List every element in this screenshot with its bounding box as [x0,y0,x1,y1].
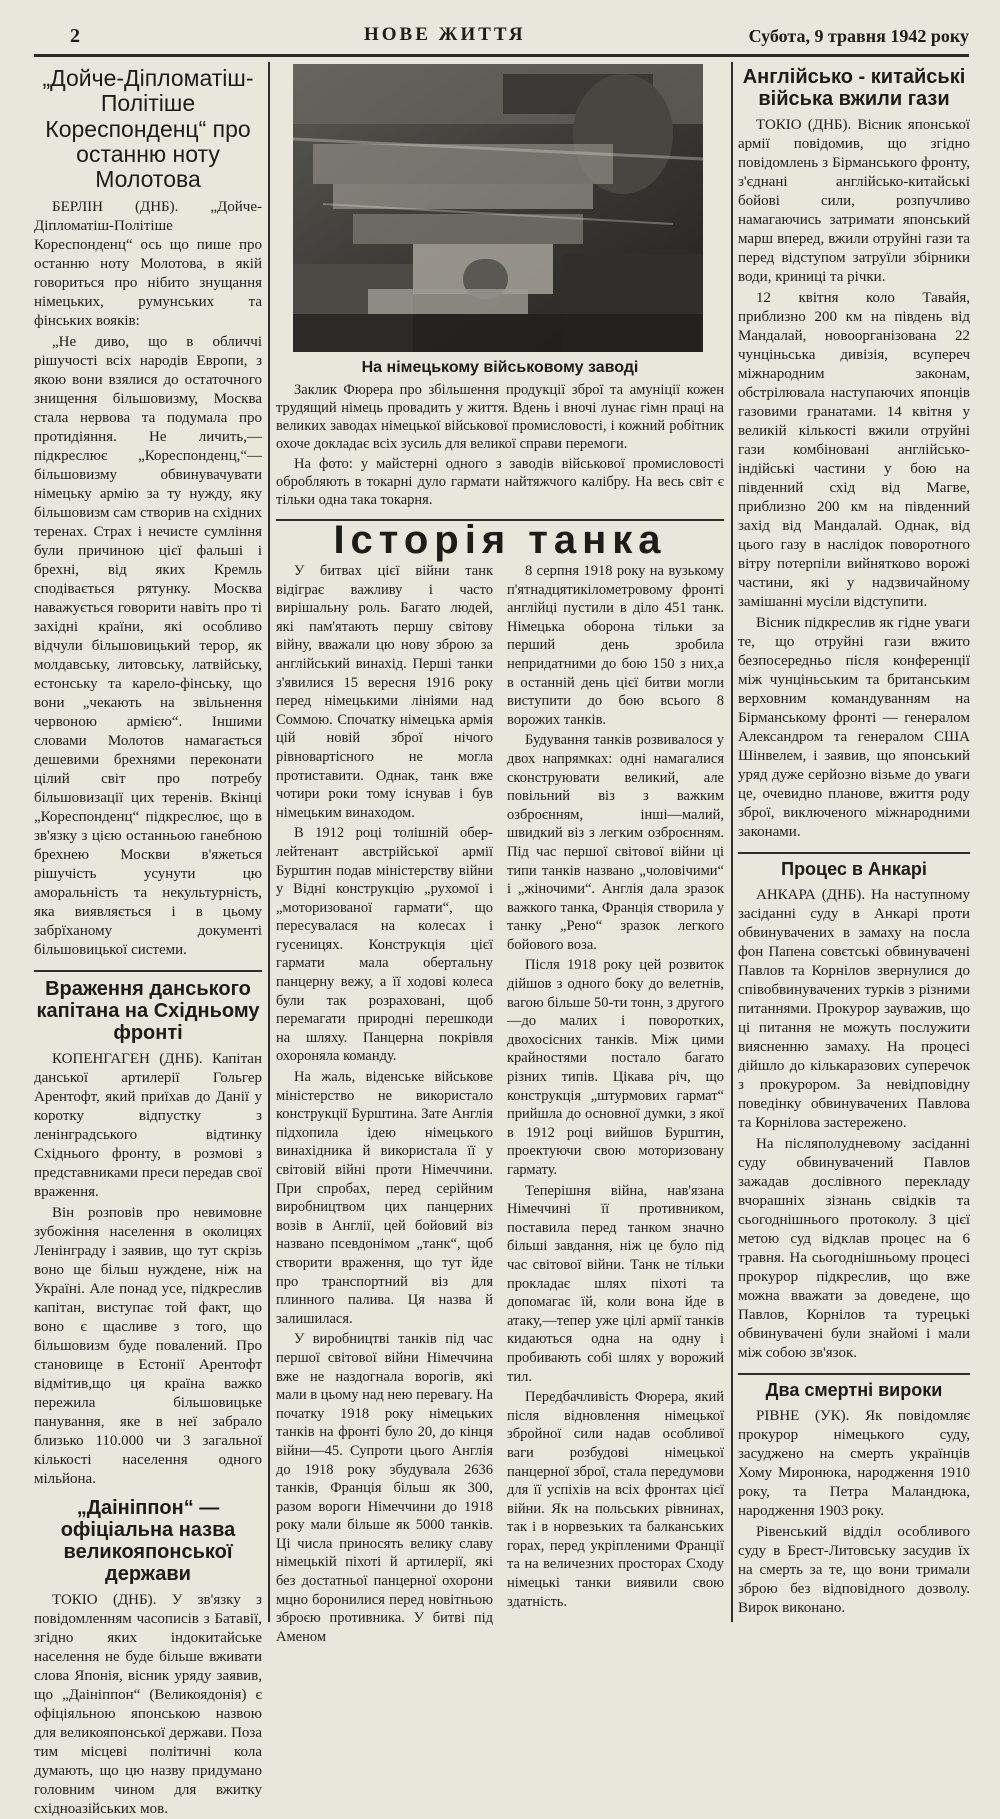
paragraph: 8 серпня 1918 року на вузькому п'ятнадцятикілометровому фронті англійці пустили в діло 451 танк. Німецька оборона тільки за перший день зробила непридатними до бою 150 з них,а в останній день цієї битви могли виступити до бою всього 8 ворожих танків. [507,563,724,728]
paragraph: На жаль, віденське військове міністерство не використало конструкції Бурштина. Зате Англія підхопила ідею німецького винахідника й використала її у світовій війні проти Німеччини. При спробах, перед серійним виробництвом цих панцерних возів в Англії, цей бойовий віз названо псевдонімом „танк“, щоб створити враження, що тут йде про транспортний віз для плинного палива. Ця назва й залишилася. [276,1069,493,1327]
paragraph: Теперішня війна, нав'язана Німеччині її противником, поставила перед танком значно більші завдання, ніж це було під час світової війни. Танк не тільки прокладає шлях піхоті та допомагає їй, коли вона йде в атаку,—тепер уже цілі армії танків кидаються одна на одну і пробивають собі шлях у ворожий тил. [507,1182,724,1385]
left-column [34,62,262,1818]
paragraph: Після 1918 року цей розвиток дійшов з одного боку до велетнів, вагою більше 50-ти тонн, з другого—до малих і поворотких, двохосісних танків. Між цими крайностями постало багато різних типів. Цікава річ, що конструкція „штурмових гармат“ прийшла до основної думки, з якої в 1912 році вийшов Бурштин, проектуючи свою моторизовану гармату. [507,957,724,1178]
article-headline: Два смертні вироки [765,1379,943,1400]
photo-title: На німецькому військовому заводі [361,359,639,376]
article-body [34,1591,262,1819]
article-body [34,198,262,960]
photo-caption [276,381,724,509]
article-headline: Процес в Анкарі [781,859,927,879]
tank-article-body [276,562,724,1645]
tank-subcolumn-right [507,562,724,1610]
article-body [738,116,970,842]
center-column [276,62,724,1645]
paragraph: ТОКІО (ДНБ). Вісник японської армії повідомив, що згідно повідомлень з Бірманського фронту, з'єднані англійсько-китайські бойові сили, розпучливо намагаючись затримати японський марш вперед, вжили отруйні гази та перед відступом затруїли збірники води, криниці та річки. [738,117,970,285]
article-body [738,886,970,1363]
paragraph: 12 квітня коло Тавайя, приблизно 200 км на південь від Мандалай, новоорганізована 22 чунціньська дивізія, всупереч міжнародним законам, обстрілювала наступаючих японців газовими гранатами. 14 квітня у великій кількості вжили отруйні гази комбіновані англійсько-індійські частини у бою на південний схід від Магве, приблизно 200 км на південний захід від Мандалай. Однак, від цього газу в наслідок поворотного вітру потерпіли вийнятково ворожі частини, які у надзвичайному замішанні мусіли відступити. [738,290,970,610]
tank-article-headline: Історія танка [333,518,667,562]
paragraph: Передбачливість Фюрера, який після відновлення німецької збройної сили надав особливої ваги розбудові німецької панцерної зброї, стала передумови для її успіхів на всіх фронтах цієї війни. Як на польських рівнинах, так і в норвезьких та балканських горах, перед укріпленими Франції та на величезних просторах Сходу німецькі танки виявили свою здатність. [507,1389,724,1610]
article-headline: Англійсько - китайські війська вжили гази [742,66,966,110]
caption-note: На фото: у майстерні одного з заводів військової промисловості обробляють в токарні дуло гармати найтяжчого калібру. На весь світ є тільки одна така токарня. [276,456,724,508]
column-rule-left [268,62,270,1622]
article-headline: „Даініппон“ — офіціальна назва великояпонської держави [60,1497,236,1586]
paragraph: Рівенський відділ особливого суду в Брест-Литовську засудив їх на смерть за те, що вони тримали зброю без відповідного дозволу. Вирок виконано. [738,1523,970,1616]
article-headline: „Дойче-Діпломатіш-Політіше Кореспонденц“ про останню ноту Молотова [42,65,254,193]
column-rule-right [731,62,733,1622]
paragraph: В 1912 році толішній обер-лейтенант австрійської армії Бурштин подав міністерству війни у Відні конструкцію „рухомої і „моторизованої гармати“, що пересувалася на колесах і гусеницях. Конструкція цієї гармати мала обертальну панцерну вежу, а її ходові колеса були так розраховані, щоб перемагати природні перешкоди на шляху. Панцерна покрівля охороняла команду. [276,825,493,1065]
page-number: 2 [70,25,80,47]
newspaper-title: НОВЕ ЖИТТЯ [364,24,526,45]
right-column [738,62,970,1622]
paragraph: КОПЕНГАГЕН (ДНБ). Капітан данської артилерії Гольгер Арентофт, який приїхав до Данії у коротку відпустку з ленінградського відтинку Східнього фронту, в розмові з представниками преси передав свої враження. [34,1051,262,1201]
paragraph: Вісник підкреслив як гідне уваги те, що отруйні гази вжито безпосередньо після конференції між чунціньським та британським верховним командуванням на Бірманському фронті — генералом Александром та генералом США Шінвелем, і заявив, що японський уряд дуже серйозно візьме до уваги це, очевидно планове, вжиття роду зброї, виключеного міжнародними законами. [738,615,970,840]
paragraph: У виробництві танків під час першої світової війни Німеччина вже не наздогнала ворогів, які мали в цьому над нею перевагу. На початку 1918 року німецьких танків на фронті було 20, до кінця війни—45. Супроти цього Англія до 1918 року збудувала 2636 танків, Франція більш як 300, разом вороги Німеччини до 1918 року мали більше як 5000 танків. Ці числа приносять велику славу німецькій піхоті й артилерії, які без достатньої панцерної охорони мцно боронилися перед новітньою зброєю противника. У битві під Аменом [276,1331,493,1645]
masthead [34,24,969,57]
paragraph: Будування танків розвивалося у двох напрямках: одні намагалися сконструювати великий, але повільний віз з важким озброєнням, інші—малий, швидкий віз з легким озброєнням. Під час першої світової війни ці типи танків названо „чоловічими“ і „жіночими“. Англія дала зразок важкого танка, Франція створила у танку „Рено“ зразок легкого бойового воза. [507,732,724,953]
paragraph: „Не диво, що в обличчі рішучості всіх народів Европи, з якою вони взялися до остаточного знищення більшовизму, Москва стала нервова та подумала про протидіяння. Не личить,—підкреслює „Кореспонденц,“—більшовизму обвинувачувати німецьку армію за ту нужду, яку більшовизм сам створив на східних теренах. Страх і нечисте сумління були причиною цієї фальші і брехні, від яких Кремль сподівається рятунку. Москва наважується говорити навіть про ті західні країни, які особливо відчули більшовицький терор, як молдавську, литовську, латвійську, естонську та карело-фінську, що вони „чекають на звільнення червоною армією“. Іншими словами Молотов намагається дешевими брехнями переконати цілий світ про потребу більшовизації цих теренів. Вкінці „Кореспонденц“ підкреслює, що в зв'язку з цією останньою ганебною брехнею Москви в'яжеться рішучість усунути цю аморальність та некультурність, яка виявляється і в цьому забрїханому документі більшовицької системи. [34,334,262,959]
divider [738,852,970,854]
paragraph: РІВНЕ (УК). Як повідомляє прокурор німецького суду, засуджено на смерть українців Хому Миронюка, народження 1910 року, та Петра Маландюка, народження 1903 року. [738,1407,970,1519]
divider [738,1373,970,1375]
paragraph: АНКАРА (ДНБ). На наступному засіданні суду в Анкарі проти обвинувачених в замаху на посла фон Папена совєтські обвинувачені Павлов та Корнілов звернулися до співобвинувачених турків з різними питаннями. Прокурор зауважив, що ці питання не можуть послужити виясненню замаху. На процесі дійшло до кількаразових суперечок з прокурором. За невідповідну поведінку обвинувачених Павлова та Корнілова застережено. [738,886,970,1131]
article-body [738,1407,970,1618]
tank-subcolumn-left [276,562,493,1645]
divider [34,970,262,972]
factory-photo [293,64,703,352]
paragraph: ТОКІО (ДНБ). У зв'язку з повідомленням часописів з Батавії, згідно яких індокитайське населення не буде більше вживати слова Японія, вісник уряду заявив, що „Даініппон“ (Великоядонія) є офіціяльною японською назвою для великояпонської держави. Поза тим місцеві політичні кола думають, що цю назву придумано головним чином для вжитку східноазійських мов. [34,1592,262,1818]
issue-date: Субота, 9 травня 1942 року [748,26,969,46]
paragraph: У битвах цієї війни танк відіграє важливу і часто вирішальну роль. Багато людей, які пам'ятають першу світову війну, вважали цю нову зброю за англійський винахід. Перші танки з'явилися 15 вересня 1916 року перед німецькими лініями над Соммою. Спочатку німецька армія цій новій зброї нічого рівновартісного не могла протиставити. Однак, танк вже чотири роки тому існував і був німецьким винаходом. [276,563,493,821]
paragraph: БЕРЛІН (ДНБ). „Дойче-Діпломатіш-Політіше Кореспонденц“ ось що пише про останню ноту Молотова, в якій говориться про нібито знущання німецьких, румунських та фінських вояків: [34,199,262,330]
article-headline: Враження данського капітана на Східньому фронті [36,978,260,1045]
caption-text: Заклик Фюрера про збільшення продукції зброї та амуніції кожен трудящий німець провадить у життя. Вдень і вночі лунає гімн праці на великих заводах німецької військової промисловості, і кожний робітник охоче докладає всіх зусиль для великої справи перемоги. [276,382,724,452]
article-body [34,1050,262,1489]
paragraph: Він розповів про невимовне зубожіння населення в околицях Ленінграду і заявив, що тут скрізь воно ще більш нуждене, ніж на Україні. Але понад усе, підкреслив капітан, виступає той факт, що воно є щасливе з того, що більшовизм буде повалений. Про становище в Естонії Арентофт відмітив,що ця країна важко пережила більшовицьке панування, яке в неї забрало близько 110.000 чи 3 загальної кількості населення одного мільйона. [34,1205,262,1488]
paragraph: На післяполудневому засіданні суду обвинувачений Павлов зажадав дослівного перекладу вчорашніх зізнань свідків та сьогоднішнього протоколу. З цієї метою суд відклав процес на 6 травня. На сьогоднішньому процесі прокурор підкреслив, що вже можна вважати за доведене, що Павлов, Корнілов та турецькі обвинувачені були знайомі і мали між собою зв'язок. [738,1135,970,1361]
